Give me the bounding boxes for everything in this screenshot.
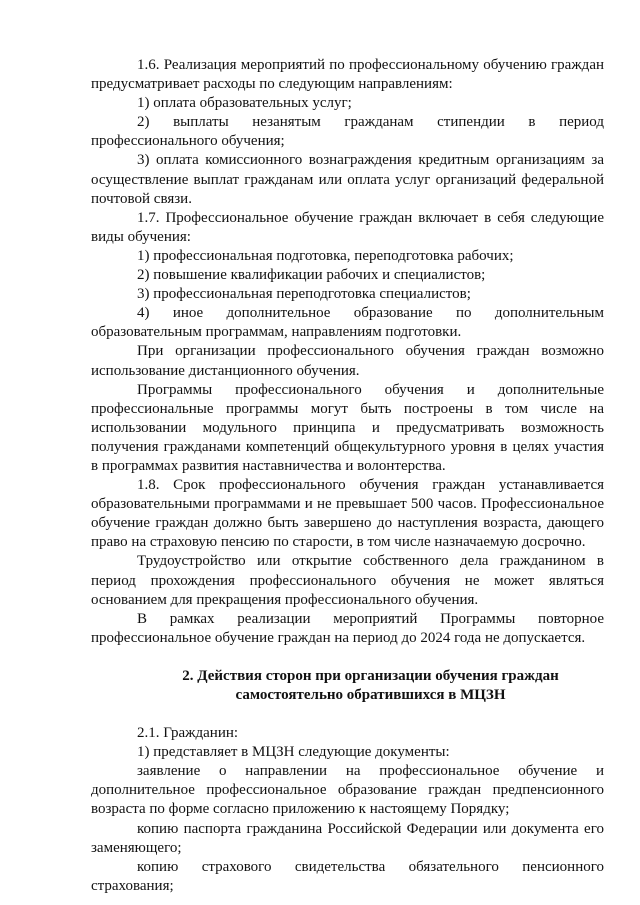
list-item-1-7-2: 2) повышение квалификации рабочих и специалистов; xyxy=(137,267,486,284)
section-1-body xyxy=(91,56,604,648)
list-item-1-7-1: 1) профессиональная подготовка, переподготовка рабочих; xyxy=(137,247,514,264)
document-item-passport: копию паспорта гражданина Российской Федерации или документа его заменяющего; xyxy=(91,820,604,856)
section-2-heading-line-1: 2. Действия сторон при организации обучения граждан xyxy=(182,667,559,684)
section-2-heading-line-2: самостоятельно обратившихся в МЦЗН xyxy=(235,687,506,703)
list-item-1-6-3: 3) оплата комиссионного вознаграждения кредитным организациям за осуществление выплат гражданам или оплата услуг организаций федеральной почтовой связи. xyxy=(91,152,604,207)
list-item-1-7-4: 4) иное дополнительное образование по дополнительным образовательным программам, направлениям подготовки. xyxy=(91,305,604,341)
section-2-heading xyxy=(91,667,604,705)
list-item-2-1-1: 1) представляет в МЦЗН следующие документы: xyxy=(137,744,450,761)
paragraph-repeat-training: В рамках реализации мероприятий Программы повторное профессиональное обучение граждан на период до 2024 года не допускается. xyxy=(91,610,604,646)
list-item-1-7-3: 3) профессиональная переподготовка специалистов; xyxy=(137,286,471,303)
paragraph-2-1: 2.1. Гражданин: xyxy=(137,725,239,742)
paragraph-distance-learning: При организации профессионального обучения граждан возможно использование дистанционного обучения. xyxy=(91,343,604,379)
spacer xyxy=(91,705,604,724)
paragraph-employment: Трудоустройство или открытие собственного дела гражданином в период прохождения профессионального обучения не может являться основанием для прекращения профессионального обучения. xyxy=(91,553,604,608)
paragraph-1-8: 1.8. Срок профессионального обучения граждан устанавливается образовательными программами и не превышает 500 часов. Профессиональное обучение граждан должно быть завершено до наступления возраста, дающего право на страховую пенсию по старости, в том числе назначаемую досрочно. xyxy=(91,477,604,551)
document-item-application: заявление о направлении на профессиональное обучение и дополнительное профессиональное образование граждан предпенсионного возраста по форме согласно приложению к настоящему Порядку; xyxy=(91,763,604,818)
paragraph-1-6: 1.6. Реализация мероприятий по профессиональному обучению граждан предусматривает расходы по следующим направлениям: xyxy=(91,57,604,93)
list-item-1-6-2: 2) выплаты незанятым гражданам стипендии в период профессионального обучения; xyxy=(91,114,604,150)
paragraph-1-7: 1.7. Профессиональное обучение граждан включает в себя следующие виды обучения: xyxy=(91,209,604,245)
document-item-insurance: копию страхового свидетельства обязательного пенсионного страхования; xyxy=(91,858,604,894)
paragraph-programs: Программы профессионального обучения и дополнительные профессиональные программы могут быть построены в том числе на использовании модульного принципа и предусматривать возможность получения гражданами компетенций общекультурного уровня в целях участия в программах развития наставничества и волонтерства. xyxy=(91,381,604,474)
section-2-body xyxy=(91,724,604,896)
list-item-1-6-1: 1) оплата образовательных услуг; xyxy=(137,95,352,112)
